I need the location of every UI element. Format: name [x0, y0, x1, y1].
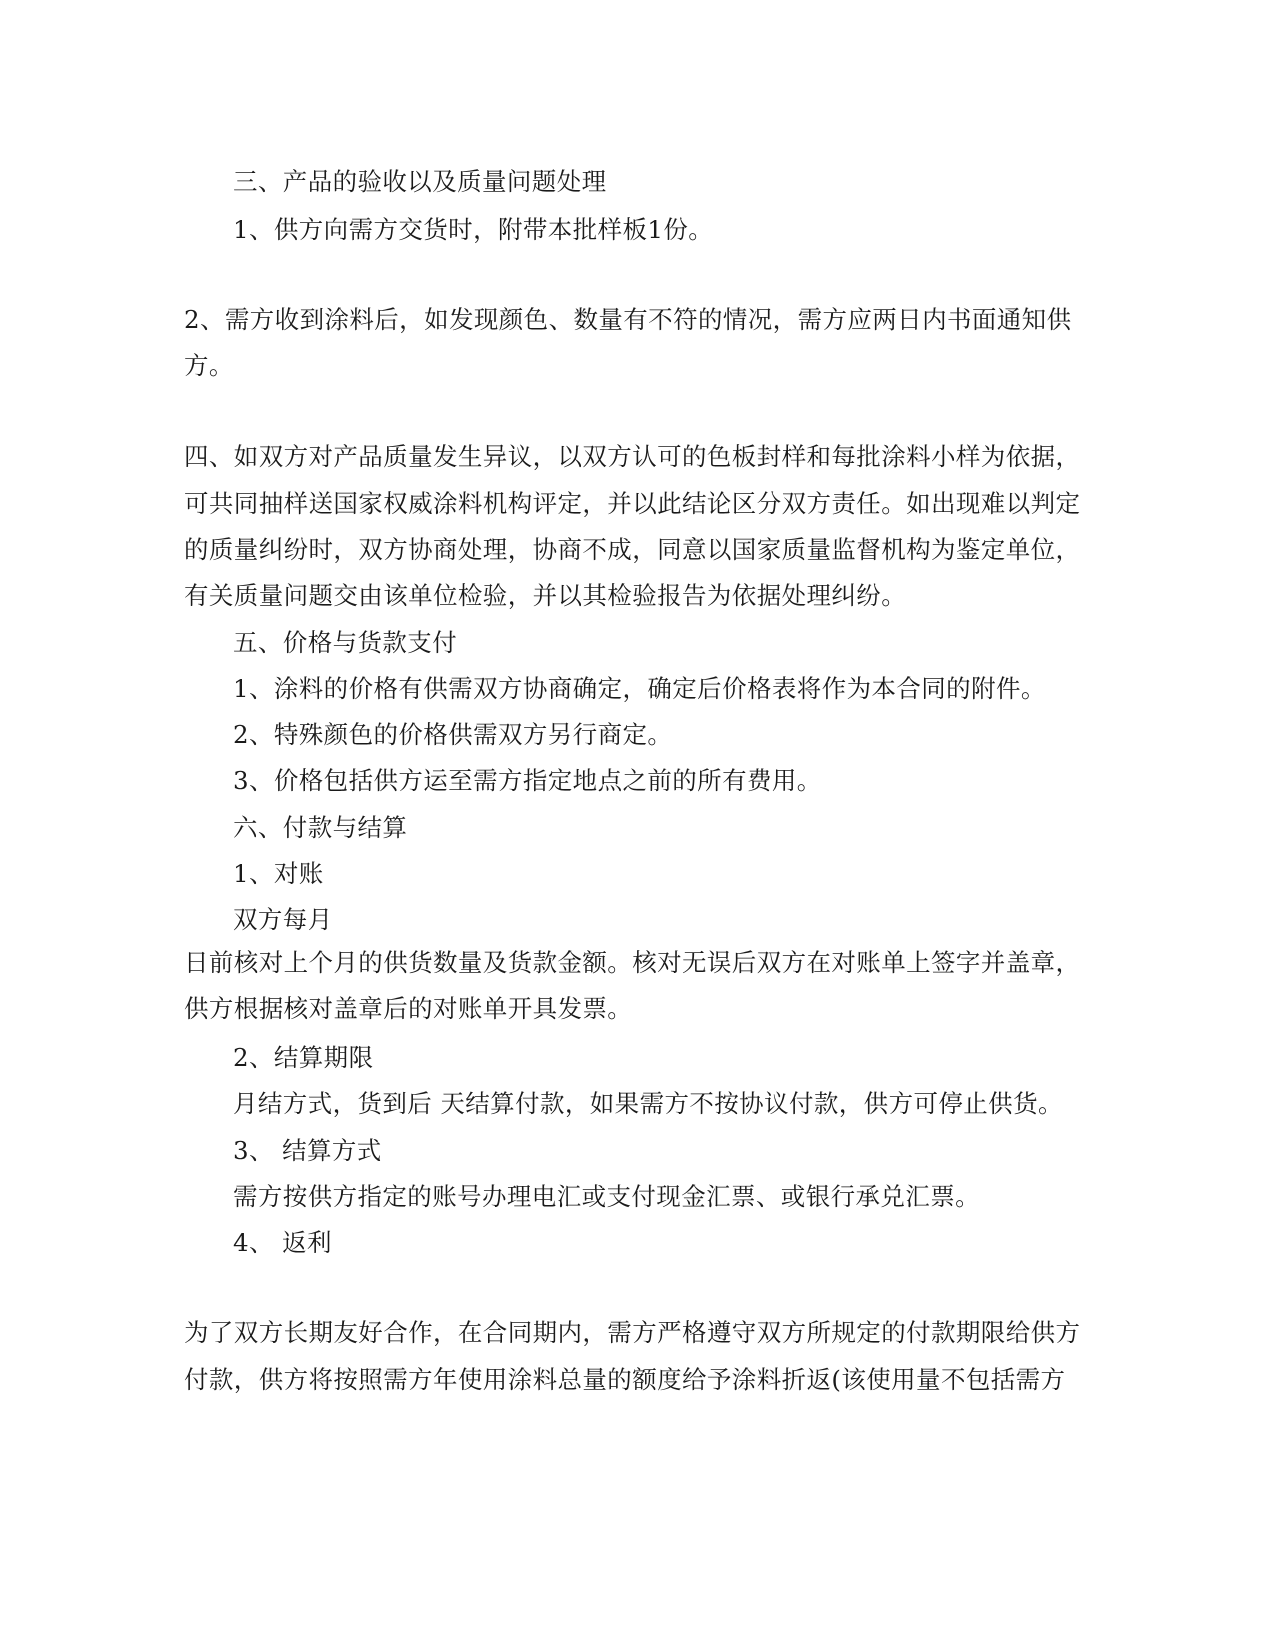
paragraph-line: 有关质量问题交由该单位检验，并以其检验报告为依据处理纠纷。 [184, 581, 907, 610]
section-heading-5: 五、价格与货款支付 [233, 628, 458, 657]
paragraph-line: 1、供方向需方交货时，附带本批样板1份。 [233, 215, 714, 244]
paragraph-line: 双方每月 [233, 905, 333, 934]
section-heading-3: 三、产品的验收以及质量问题处理 [233, 167, 607, 196]
paragraph-line: 需方按供方指定的账号办理电汇或支付现金汇票、或银行承兑汇票。 [233, 1182, 980, 1211]
paragraph-line: 3、价格包括供方运至需方指定地点之前的所有费用。 [233, 766, 822, 795]
paragraph-line: 1、涂料的价格有供需双方协商确定，确定后价格表将作为本合同的附件。 [233, 674, 1046, 703]
subheading: 1、对账 [233, 859, 324, 888]
subheading: 2、结算期限 [233, 1043, 374, 1072]
subheading: 3、 结算方式 [233, 1136, 382, 1165]
paragraph-line: 的质量纠纷时，双方协商处理，协商不成，同意以国家质量监督机构为鉴定单位， [184, 535, 1081, 564]
paragraph-line: 2、特殊颜色的价格供需双方另行商定。 [233, 720, 673, 749]
paragraph-line: 方。 [184, 351, 234, 380]
section-heading-4: 四、如双方对产品质量发生异议，以双方认可的色板封样和每批涂料小样为依据， [184, 442, 1081, 471]
section-heading-6: 六、付款与结算 [233, 813, 408, 842]
subheading: 4、 返利 [233, 1228, 332, 1257]
paragraph-line: 供方根据核对盖章后的对账单开具发票。 [184, 994, 633, 1023]
paragraph-line: 日前核对上个月的供货数量及货款金额。核对无误后双方在对账单上签字并盖章， [184, 948, 1081, 977]
paragraph-line: 付款，供方将按照需方年使用涂料总量的额度给予涂料折返(该使用量不包括需方 [184, 1365, 1066, 1394]
paragraph-line: 月结方式，货到后 天结算付款，如果需方不按协议付款，供方可停止供货。 [233, 1089, 1063, 1118]
paragraph-line: 可共同抽样送国家权威涂料机构评定，并以此结论区分双方责任。如出现难以判定 [184, 489, 1081, 518]
paragraph-line: 为了双方长期友好合作，在合同期内，需方严格遵守双方所规定的付款期限给供方 [184, 1318, 1081, 1347]
paragraph-line: 2、需方收到涂料后，如发现颜色、数量有不符的情况，需方应两日内书面通知供 [184, 305, 1072, 334]
